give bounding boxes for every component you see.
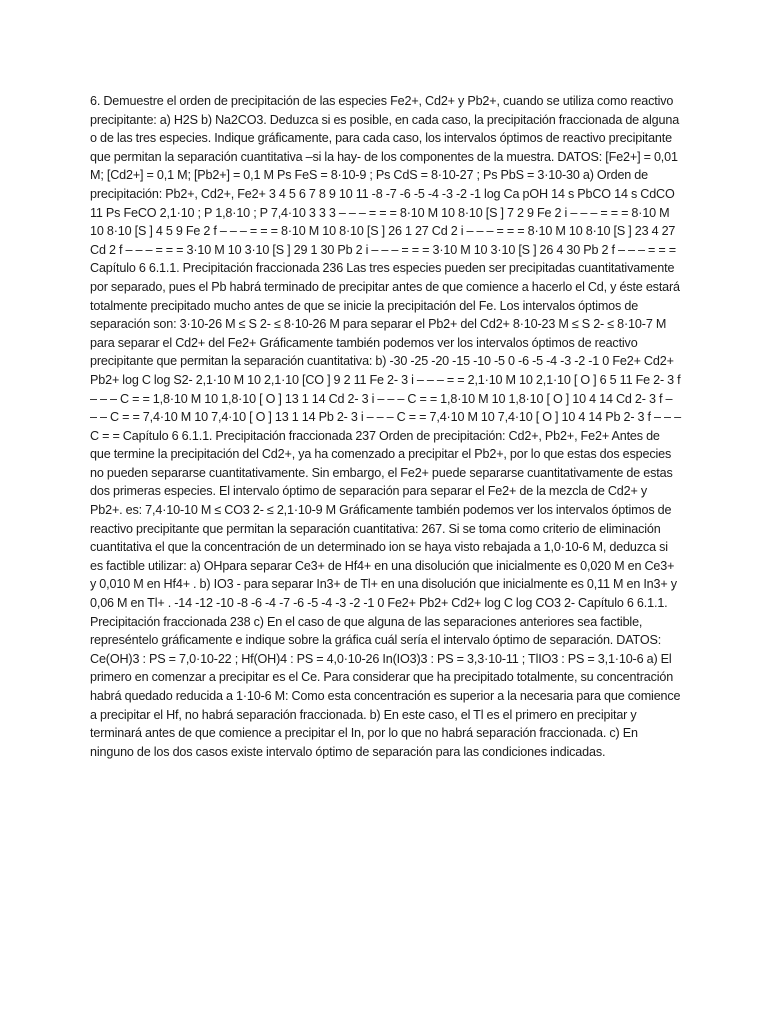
document-page xyxy=(90,92,682,761)
body-paragraph: 6. Demuestre el orden de precipitación de las especies Fe2+, Cd2+ y Pb2+, cuando se utiliza como reactivo precipitante: a) H2S b) Na2CO3. Deduzca si es posible, en cada caso, la precipitación fraccionada de alguna o de las tres especies. Indique gráficamente, para cada caso, los intervalos óptimos de reactivo precipitante que permitan la separación cuantitativa –si la hay- de los componentes de la muestra. DATOS: [Fe2+] = 0,01 M; [Cd2+] = 0,1 M; [Pb2+] = 0,1 M Ps FeS = 8·10-9 ; Ps CdS = 8·10-27 ; Ps PbS = 3·10-30 a) Orden de precipitación: Pb2+, Cd2+, Fe2+ 3 4 5 6 7 8 9 10 11 -8 -7 -6 -5 -4 -3 -2 -1 log Ca pOH 14 s PbCO 14 s CdCO 11 Ps FeCO 2,1·10 ; P 1,8·10 ; P 7,4·10 3 3 3 – – – = = = 8·10 M 10 8·10 [S ] 7 2 9 Fe 2 i – – – = = = 8·10 M 10 8·10 [S ] 4 5 9 Fe 2 f – – – = = = 8·10 M 10 8·10 [S ] 26 1 27 Cd 2 i – – – = = = 8·10 M 10 8·10 [S ] 23 4 27 Cd 2 f – – – = = = 3·10 M 10 3·10 [S ] 29 1 30 Pb 2 i – – – = = = 3·10 M 10 3·10 [S ] 26 4 30 Pb 2 f – – – = = = Capítulo 6 6.1.1. Precipitación fraccionada 236 Las tres especies pueden ser precipitadas cuantitativamente por separado, pues el Pb habrá terminado de precipitar antes de que comience a hacerlo el Cd, y éste estará totalmente precipitado mucho antes de que se inicie la precipitación del Fe. Los intervalos óptimos de separación son: 3·10-26 M ≤ S 2- ≤ 8·10-26 M para separar el Pb2+ del Cd2+ 8·10-23 M ≤ S 2- ≤ 8·10-7 M para separar el Cd2+ del Fe2+ Gráficamente también podemos ver los intervalos óptimos de reactivo precipitante que permitan la separación cuantitativa: b) -30 -25 -20 -15 -10 -5 0 -6 -5 -4 -3 -2 -1 0 Fe2+ Cd2+ Pb2+ log C log S2- 2,1·10 M 10 2,1·10 [CO ] 9 2 11 Fe 2- 3 i – – – = = 2,1·10 M 10 2,1·10 [ O ] 6 5 11 Fe 2- 3 f – – – C = = 1,8·10 M 10 1,8·10 [ O ] 13 1 14 Cd 2- 3 i – – – C = = 1,8·10 M 10 1,8·10 [ O ] 10 4 14 Cd 2- 3 f – – – C = = 7,4·10 M 10 7,4·10 [ O ] 13 1 14 Pb 2- 3 i – – – C = = 7,4·10 M 10 7,4·10 [ O ] 10 4 14 Pb 2- 3 f – – – C = = Capítulo 6 6.1.1. Precipitación fraccionada 237 Orden de precipitación: Cd2+, Pb2+, Fe2+ Antes de que termine la precipitación del Cd2+, ya ha comenzado a precipitar el Pb2+, por lo que estas dos especies no pueden separarse cuantitativamente. Sin embargo, el Fe2+ puede separarse cuantitativamente de estas dos primeras especies. El intervalo óptimo de separación para separar el Fe2+ de la mezcla de Cd2+ y Pb2+. es: 7,4·10-10 M ≤ CO3 2- ≤ 2,1·10-9 M Gráficamente también podemos ver los intervalos óptimos de reactivo precipitante que permitan la separación cuantitativa: 267. Si se toma como criterio de eliminación cuantitativa el que la concentración de un determinado ion se haya visto rebajada a 1,0·10-6 M, deduzca si es factible utilizar: a) OHpara separar Ce3+ de Hf4+ en una disolución que inicialmente es 0,020 M en Ce3+ y 0,010 M en Hf4+ . b) IO3 - para separar In3+ de Tl+ en una disolución que inicialmente es 0,11 M en In3+ y 0,06 M en Tl+ . -14 -12 -10 -8 -6 -4 -7 -6 -5 -4 -3 -2 -1 0 Fe2+ Pb2+ Cd2+ log C log CO3 2- Capítulo 6 6.1.1. Precipitación fraccionada 238 c) En el caso de que alguna de las separaciones anteriores sea factible, represéntelo gráficamente e indique sobre la gráfica cuál sería el intervalo óptimo de separación. DATOS: Ce(OH)3 : PS = 7,0·10-22 ; Hf(OH)4 : PS = 4,0·10-26 In(IO3)3 : PS = 3,3·10-11 ; TlIO3 : PS = 3,1·10-6 a) El primero en comenzar a precipitar es el Ce. Para considerar que ha precipitado totalmente, su concentración habrá quedado reducida a 1·10-6 M: Como esta concentración es superior a la necesaria para que comience a precipitar el Hf, no habrá separación fraccionada. b) En este caso, el Tl es el primero en precipitar y terminará antes de que comience a precipitar el In, por lo que no habrá separación fraccionada. c) En ninguno de los dos casos existe intervalo óptimo de separación para las condiciones indicadas. xyxy=(90,94,681,759)
